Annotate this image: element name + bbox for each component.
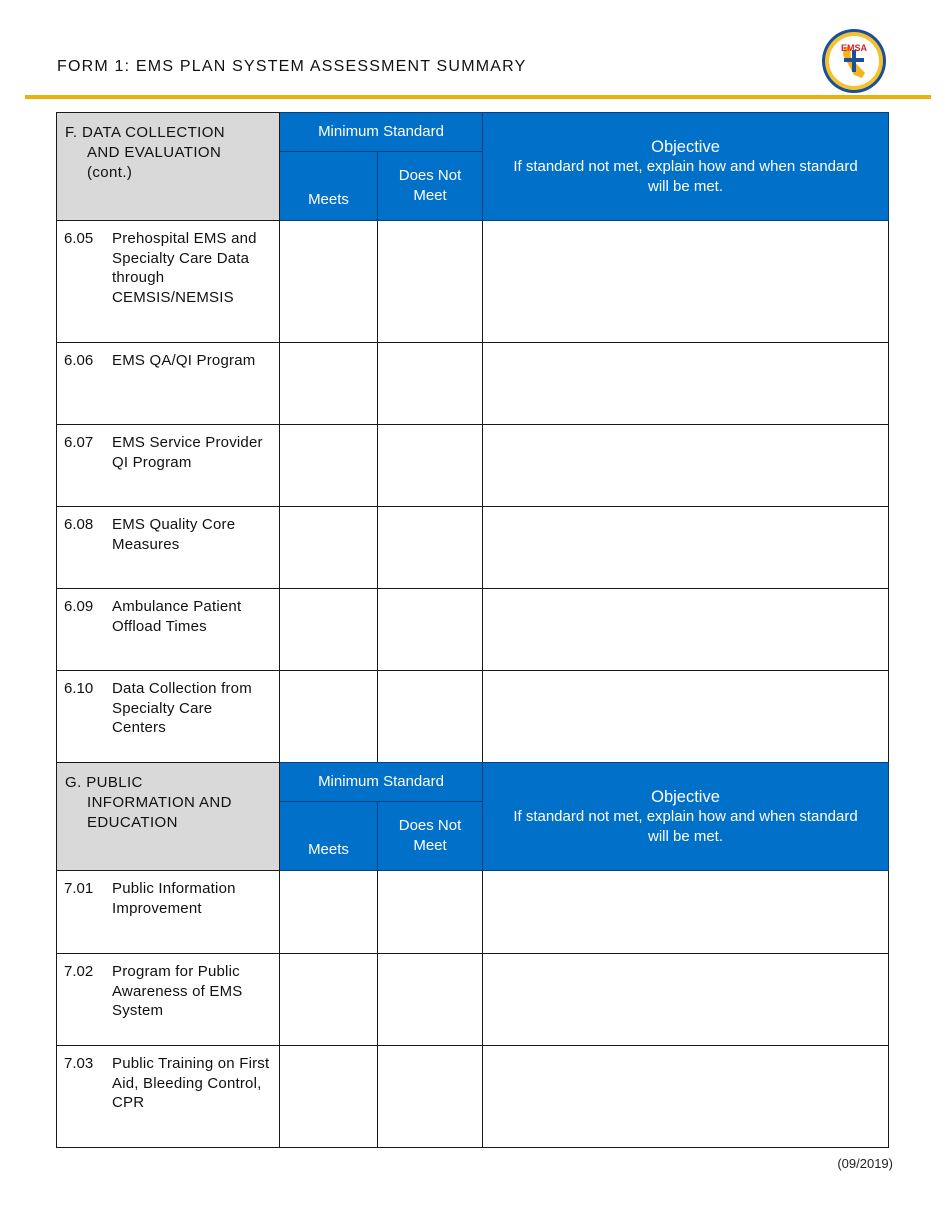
item-number: 7.01 [64, 880, 94, 897]
item-label: Program for Public Awareness of EMS System [112, 963, 243, 1019]
item-label: Data Collection from Specialty Care Centers [112, 680, 252, 736]
objective-cell[interactable] [483, 671, 889, 773]
does-not-meet-line: Meet [413, 187, 447, 204]
section-g-table [56, 762, 889, 1148]
does-not-meet-cell[interactable] [378, 589, 483, 671]
section-title-line: F. DATA COLLECTION [65, 124, 226, 141]
table-row [57, 507, 889, 589]
item-number: 6.07 [64, 434, 94, 451]
does-not-meet-cell[interactable] [378, 425, 483, 507]
meets-cell[interactable] [280, 589, 378, 671]
min-standard-header: Minimum Standard [280, 113, 483, 152]
item-number: 7.03 [64, 1055, 94, 1072]
item-number: 6.08 [64, 516, 94, 533]
objective-label: Objective [651, 787, 720, 806]
does-not-meet-cell[interactable] [378, 343, 483, 425]
objective-cell[interactable] [483, 954, 889, 1046]
item-label: Public Training on First Aid, Bleeding Control, CPR [112, 1055, 270, 1111]
does-not-meet-cell[interactable] [378, 671, 483, 773]
does-not-meet-cell[interactable] [378, 221, 483, 343]
min-standard-header: Minimum Standard [280, 763, 483, 802]
objective-cell[interactable] [483, 425, 889, 507]
objective-note: If standard not met, explain how and when standard will be met. [513, 807, 858, 845]
item-label: EMS Service Provider QI Program [112, 434, 263, 471]
item-label: Public Information Improvement [112, 880, 236, 917]
does-not-meet-line: Meet [413, 837, 447, 854]
section-f-table [56, 112, 889, 773]
header-rule [25, 95, 931, 99]
section-title-line: AND EVALUATION [87, 144, 222, 161]
item-label: EMS QA/QI Program [112, 352, 256, 369]
item-number: 6.05 [64, 230, 94, 247]
does-not-meet-header [378, 802, 483, 871]
logo-text: EMSA [840, 43, 868, 53]
objective-header [483, 113, 889, 221]
objective-cell[interactable] [483, 343, 889, 425]
item-number: 6.09 [64, 598, 94, 615]
section-title-line: (cont.) [87, 164, 133, 181]
table-row [57, 425, 889, 507]
form-title: FORM 1: EMS PLAN SYSTEM ASSESSMENT SUMMARY [57, 58, 527, 75]
table-row [57, 871, 889, 954]
meets-cell[interactable] [280, 1046, 378, 1148]
table-row [57, 221, 889, 343]
section-title-line: EDUCATION [87, 814, 178, 831]
objective-cell[interactable] [483, 1046, 889, 1148]
section-title-line: G. PUBLIC [65, 774, 143, 791]
item-label: Ambulance Patient Offload Times [112, 598, 242, 635]
objective-label: Objective [651, 137, 720, 156]
meets-cell[interactable] [280, 507, 378, 589]
table-row [57, 1046, 889, 1148]
meets-cell[interactable] [280, 671, 378, 773]
does-not-meet-cell[interactable] [378, 1046, 483, 1148]
objective-cell[interactable] [483, 221, 889, 343]
does-not-meet-header [378, 152, 483, 221]
meets-cell[interactable] [280, 343, 378, 425]
item-label: EMS Quality Core Measures [112, 516, 236, 553]
revision-date: (09/2019) [837, 1156, 893, 1171]
meets-cell[interactable] [280, 871, 378, 954]
objective-cell[interactable] [483, 589, 889, 671]
objective-header [483, 763, 889, 871]
meets-cell[interactable] [280, 221, 378, 343]
meets-cell[interactable] [280, 954, 378, 1046]
does-not-meet-line: Does Not [398, 817, 462, 834]
does-not-meet-cell[interactable] [378, 507, 483, 589]
emsa-logo [821, 28, 887, 94]
does-not-meet-line: Does Not [398, 167, 462, 184]
objective-cell[interactable] [483, 507, 889, 589]
meets-header: Meets [280, 152, 378, 221]
item-label: Prehospital EMS and Specialty Care Data through CEMSIS/NEMSIS [112, 230, 257, 306]
item-number: 7.02 [64, 963, 94, 980]
does-not-meet-cell[interactable] [378, 954, 483, 1046]
section-title-line: INFORMATION AND [87, 794, 232, 811]
item-number: 6.10 [64, 680, 94, 697]
table-row [57, 671, 889, 773]
meets-cell[interactable] [280, 425, 378, 507]
table-row [57, 954, 889, 1046]
item-number: 6.06 [64, 352, 94, 369]
table-row [57, 589, 889, 671]
objective-note: If standard not met, explain how and when standard will be met. [513, 157, 858, 195]
section-g-title [57, 763, 280, 871]
does-not-meet-cell[interactable] [378, 871, 483, 954]
table-row [57, 343, 889, 425]
objective-cell[interactable] [483, 871, 889, 954]
section-f-title [57, 113, 280, 221]
meets-header: Meets [280, 802, 378, 871]
